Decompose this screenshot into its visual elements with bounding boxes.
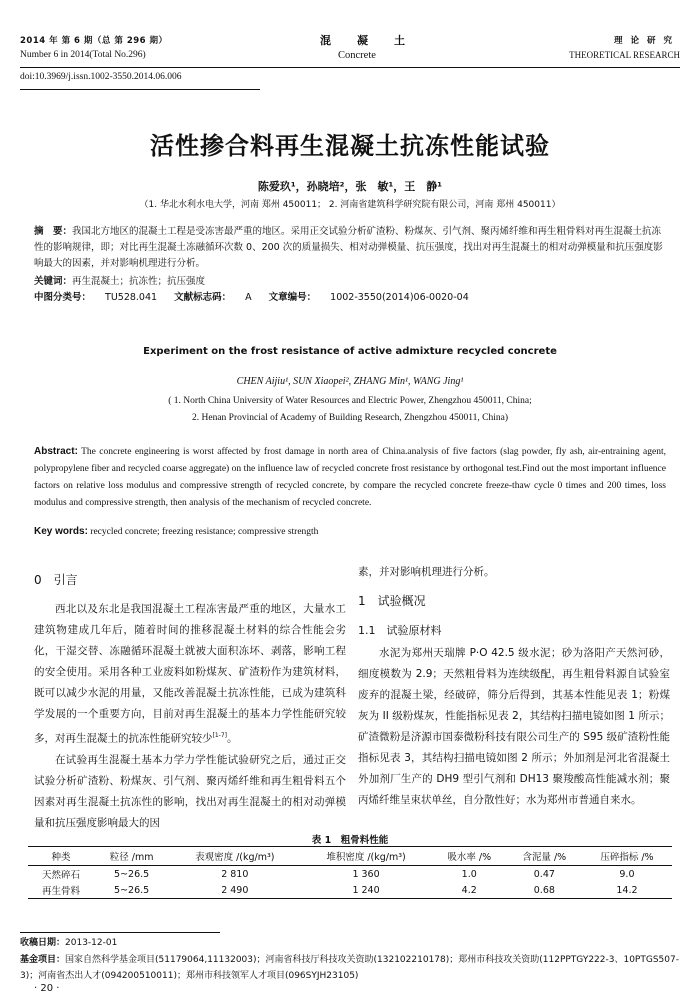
table-cell: 9.0: [619, 868, 635, 880]
fund-value: 国家自然科学基金项目(51179064,11132003)；河南省科技厅科技攻关资助(132102210178)；郑州市科技攻关资助(112PPTGY222-3、10PTGS507-3)；河南省杰出人才(094200510011)；郑州市科技领军人才项目(096SYJH23105): [20, 955, 679, 981]
abstract-en: [34, 443, 666, 512]
paragraph-1-end: 。: [226, 732, 238, 745]
table-cell: 1 360: [352, 868, 380, 880]
doc-code-value: A: [245, 292, 252, 303]
table-cell: 0.47: [533, 868, 555, 880]
subsection-heading-materials: 1.1 试验原材料: [358, 624, 442, 637]
coarse-aggregate-table: [28, 846, 672, 899]
abstract-cn-label: 摘 要：: [34, 226, 73, 237]
keywords-en-text: recycled concrete; freezing resistance; compressive strength: [90, 527, 319, 537]
section-heading-overview: 1 试验概况: [358, 594, 426, 608]
table-header-cell: 堆积密度 /(kg/m³): [300, 847, 431, 866]
paragraph-1: [34, 599, 346, 750]
table-row: [28, 866, 672, 883]
table-cell: 2 810: [221, 868, 249, 880]
header-rule: [20, 67, 680, 68]
abstract-en-label: Abstract:: [34, 446, 78, 457]
table-header-cell: 压碎指标 /%: [582, 847, 672, 866]
english-title: Experiment on the frost resistance of active admixture recycled concrete: [143, 346, 557, 357]
authors: 陈爱玖¹，孙晓培²，张 敏¹，王 静¹: [257, 180, 443, 193]
body-column-right: [358, 562, 670, 811]
issue-cn: 2014 年 第 6 期（总 第 296 期）: [20, 36, 168, 46]
page-number: · 20 ·: [34, 983, 60, 994]
body-column-left: [34, 570, 346, 834]
doi: doi:10.3969/j.issn.1002-3550.2014.06.006: [20, 72, 182, 82]
english-affiliation-2: 2. Henan Provincial of Academy of Building Research, Zhengzhou 450011, China): [192, 413, 508, 423]
table-cell: 14.2: [582, 882, 672, 899]
english-affiliations: [0, 393, 700, 427]
doc-code-label: 文献标志码：: [174, 292, 232, 303]
article-id-value: 1002-3550(2014)06-0020-04: [330, 292, 469, 303]
journal-en: Concrete: [338, 50, 376, 61]
table-header-cell: 含泥量 /%: [507, 847, 582, 866]
classification-line: [34, 290, 666, 306]
fund-info: [20, 952, 680, 984]
english-authors: CHEN Aijiu¹, SUN Xiaopei², ZHANG Min¹, WANG Jing¹: [236, 376, 464, 387]
received-label: 收稿日期：: [20, 938, 66, 948]
keywords-en-label: Key words:: [34, 526, 88, 537]
table-header-cell: 种类: [28, 847, 94, 866]
table-header-cell: 吸水率 /%: [432, 847, 507, 866]
paragraph-2: 在试验再生混凝土基本力学力学性能试验研究之后，通过正交试验分析矿渣粉、粉煤灰、引气剂、聚丙烯纤维和再生粗骨料五个因素对再生混凝土抗冻性的影响，找出对再生混凝土的相对动弹模量和抗压强度影响最大的因: [34, 753, 346, 829]
clc-label: 中图分类号：: [34, 292, 92, 303]
table-cell: 天然碎石: [42, 870, 81, 881]
section-cn: 理论研究: [613, 36, 680, 46]
doi-rule: [20, 89, 260, 90]
table-header-row: [28, 847, 672, 866]
article-id-label: 文章编号：: [268, 292, 317, 303]
table-title: 表 1 粗骨料性能: [311, 835, 389, 846]
english-affiliation-1: ( 1. North China University of Water Resources and Electric Power, Zhengzhou 450011, China;: [168, 396, 532, 406]
section-en: THEORETICAL RESEARCH: [569, 50, 680, 60]
abstract-cn-text: 我国北方地区的混凝土工程是受冻害最严重的地区。采用正交试验分析矿渣粉、粉煤灰、引气剂、聚丙烯纤维和再生粗骨料对再生混凝土抗冻性的影响规律，即；对比再生混凝土冻融循环次数 0、200 次的质量损失、相对动弹模量、抗压强度，找出对再生混凝土的相对动弹模量和抗压强度影响最大的因素，并对影响机理进行分析。: [34, 226, 663, 269]
paragraph-3: 水泥为郑州天瑞牌 P·O 42.5 级水泥；砂为洛阳产天然河砂，细度模数为 2.9；天然粗骨料为连续级配，再生粗骨料源自试验室废弃的混凝土梁，经破碎，筛分后得到，其基本性能见表 1；粉煤灰为 II 级粉煤灰，性能指标见表 2，其结构扫描电镜如图 1 所示；矿渣微粉是济源市国泰微粉科技有限公司生产的 S95 级矿渣粉性能指标见表 3，其结构扫描电镜如图 2 所示；外加剂是河北省混凝土外加剂厂生产的 DH9 型引气剂和 DH13 聚羧酸高性能减水剂；聚丙烯纤维呈束状单丝，自分散性好；水为郑州市普通自来水。: [358, 647, 670, 806]
article-title: 活性掺合料再生混凝土抗冻性能试验: [150, 132, 550, 160]
abstract-cn: [34, 224, 666, 272]
table-cell: 再生骨料: [28, 882, 94, 899]
keywords-cn: [34, 274, 666, 290]
section-heading-introduction: 0 引言: [34, 573, 78, 587]
table-header-cell: 表观密度 /(kg/m³): [169, 847, 300, 866]
running-header: [20, 34, 680, 74]
abstract-en-text: The concrete engineering is worst affected by frost damage in north area of China.analysis of five factors (slag powder, fly ash, air-entraining agent, polypropylene fiber and recycled coarse aggregate) on the influence law of recycled concrete frost resistance by orthogonal test.Find out the most important influence factors on relative loss modulus and compressive strength of recycled concrete, by compare the recycled concrete freeze-thaw cycle 0 times and 200 times, loss modulus and compressive strength, then analysis of the mechanism of recycled concrete.: [34, 447, 666, 508]
paragraph-2-continued: 素，并对影响机理进行分析。: [358, 566, 495, 578]
keywords-en: [34, 526, 666, 537]
issue-en: Number 6 in 2014(Total No.296): [20, 50, 146, 60]
table-cell: 5~26.5: [114, 868, 150, 880]
footnote-rule: [20, 932, 220, 933]
received-date: [20, 935, 680, 951]
table-cell: 0.68: [507, 882, 582, 899]
table-row: [28, 882, 672, 899]
affiliations: （1. 华北水利水电大学，河南 郑州 450011； 2. 河南省建筑科学研究院有限公司，河南 郑州 450011）: [139, 200, 561, 210]
table-cell: 1 240: [300, 882, 431, 899]
table-cell: 4.2: [432, 882, 507, 899]
paragraph-1-text: 西北以及东北是我国混凝土工程冻害最严重的地区，大量水工建筑物建成几年后，随着时间的推移混凝土材料的综合性能会劣化，干湿交替、冻融循环混凝土就被大面积冻坏、剥落，影响工程的安全使用。采用各种工业废料如粉煤灰、矿渣粉作为建筑材料，既可以减少水泥的用量，又能改善混凝土抗冻性能，已成为建筑科学发展的一个重要方向，目前对再生混凝土的基本力学性能研究较多，对再生混凝土的抗冻性能研究较少: [34, 603, 346, 745]
table-cell: 1.0: [461, 868, 477, 880]
fund-label: 基金项目：: [20, 955, 66, 965]
journal-cn: 混凝土: [320, 34, 431, 47]
received-value: 2013-12-01: [65, 938, 118, 948]
table-cell: 5~26.5: [94, 882, 169, 899]
citation-ref: [1-7]: [212, 732, 227, 739]
table-header-cell: 粒径 /mm: [94, 847, 169, 866]
keywords-cn-label: 关键词：: [34, 276, 73, 287]
table-cell: 2 490: [169, 882, 300, 899]
keywords-cn-text: 再生混凝土；抗冻性；抗压强度: [72, 276, 206, 287]
clc-value: TU528.041: [105, 292, 158, 303]
